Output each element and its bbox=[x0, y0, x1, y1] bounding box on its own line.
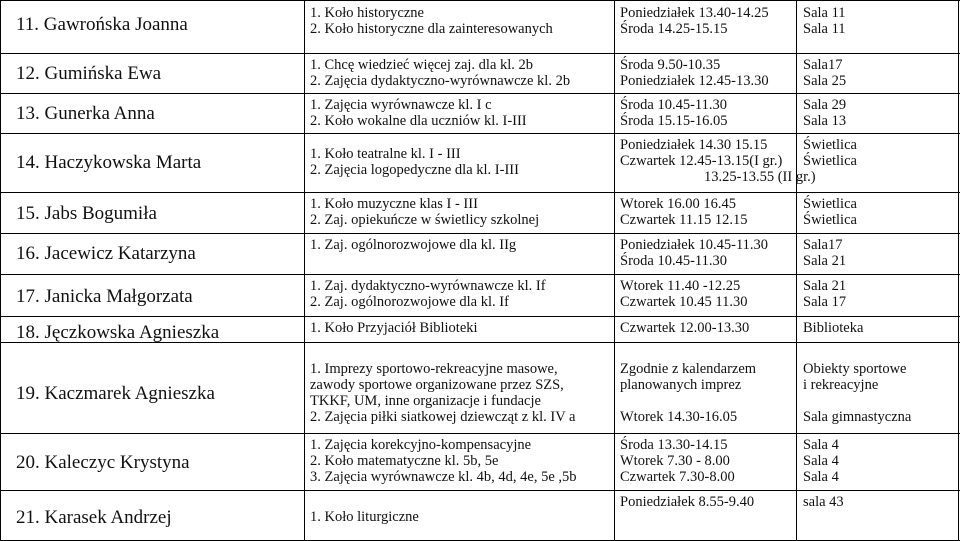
rooms-cell bbox=[803, 237, 846, 269]
teacher-name: 20. Kaleczyc Krystyna bbox=[16, 452, 190, 473]
activity-line: 1. Imprezy sportowo-rekreacyjne masowe, bbox=[310, 361, 558, 377]
row-divider bbox=[0, 93, 960, 94]
column-divider bbox=[958, 0, 959, 541]
rooms-cell bbox=[803, 97, 846, 129]
activity-line: 1. Koło muzyczne klas I - III bbox=[310, 196, 478, 212]
teacher-name: 16. Jacewicz Katarzyna bbox=[16, 243, 196, 264]
times-cell bbox=[620, 97, 728, 129]
times-cell bbox=[620, 196, 748, 228]
time-line: Wtorek 14.30-16.05 bbox=[620, 409, 738, 425]
activity-line: 1. Koło historyczne bbox=[310, 5, 424, 21]
activities-cell bbox=[310, 196, 539, 228]
activity-line: 1. Zajęcia wyrównawcze kl. I c bbox=[310, 97, 492, 113]
activity-line: 1. Zajęcia korekcyjno-kompensacyjne bbox=[310, 437, 532, 453]
row-divider bbox=[0, 274, 960, 275]
room-line: Sala 29 bbox=[803, 97, 847, 113]
time-line: Środa 9.50-10.35 bbox=[620, 57, 721, 73]
activity-line: 3. Zajęcia wyrównawcze kl. 4b, 4d, 4e, 5e ,5b bbox=[310, 469, 577, 485]
rooms-cell bbox=[803, 57, 846, 89]
activities-cell bbox=[310, 57, 570, 89]
times-cell bbox=[620, 494, 754, 510]
activity-line: 2. Koło historyczne dla zainteresowanych bbox=[310, 21, 553, 37]
column-divider bbox=[614, 0, 615, 541]
activities-cell bbox=[310, 361, 575, 425]
time-line: Wtorek 11.40 -12.25 bbox=[620, 278, 741, 294]
times-cell bbox=[620, 278, 748, 310]
time-line: Środa 10.45-11.30 bbox=[620, 97, 727, 113]
room-line: Sala 25 bbox=[803, 73, 847, 89]
room-line: Biblioteka bbox=[803, 320, 864, 336]
teacher-name: 21. Karasek Andrzej bbox=[16, 507, 172, 528]
time-line: Poniedziałek 12.45-13.30 bbox=[620, 73, 769, 89]
room-line: Świetlica bbox=[803, 153, 857, 169]
room-line: Sala gimnastyczna bbox=[803, 409, 912, 425]
activity-line: 1. Zaj. dydaktyczno-wyrównawcze kl. If bbox=[310, 278, 546, 294]
teacher-name: 15. Jabs Bogumiła bbox=[16, 203, 157, 224]
times-cell bbox=[620, 361, 756, 425]
activity-line: 2. Zajęcia logopedyczne dla kl. I-III bbox=[310, 162, 519, 178]
room-line: i rekreacyjne bbox=[803, 377, 879, 393]
time-line: Wtorek 7.30 - 8.00 bbox=[620, 453, 730, 469]
room-line: Sala 17 bbox=[803, 294, 847, 310]
column-divider bbox=[796, 0, 797, 541]
room-line: Sala 11 bbox=[803, 21, 846, 37]
room-line: Sala 11 bbox=[803, 5, 846, 21]
times-cell bbox=[620, 437, 735, 485]
time-line: Zgodnie z kalendarzem bbox=[620, 361, 757, 377]
time-line: Czwartek 10.45 11.30 bbox=[620, 294, 748, 310]
rooms-cell bbox=[803, 278, 846, 310]
room-line: Sala17 bbox=[803, 237, 843, 253]
teacher-name: 13. Gunerka Anna bbox=[16, 103, 155, 124]
row-divider bbox=[0, 316, 960, 317]
time-line: Poniedziałek 8.55-9.40 bbox=[620, 494, 755, 510]
activities-cell bbox=[310, 437, 577, 485]
time-line: Czwartek 7.30-8.00 bbox=[620, 469, 735, 485]
time-line: Poniedziałek 10.45-11.30 bbox=[620, 237, 769, 253]
rooms-cell bbox=[803, 137, 857, 169]
row-divider bbox=[0, 0, 960, 1]
rooms-cell bbox=[803, 494, 844, 510]
room-line: Świetlica bbox=[803, 196, 857, 212]
room-line: Sala 4 bbox=[803, 469, 839, 485]
time-line: planowanych imprez bbox=[620, 377, 742, 393]
time-line: Środa 10.45-11.30 bbox=[620, 253, 727, 269]
row-divider bbox=[0, 433, 960, 434]
activity-line: 2. Zaj. ogólnorozwojowe dla kl. If bbox=[310, 294, 509, 310]
rooms-cell bbox=[803, 320, 863, 336]
room-line: sala 43 bbox=[803, 494, 844, 510]
room-line: Świetlica bbox=[803, 212, 857, 228]
time-line bbox=[620, 393, 756, 409]
time-line: Czwartek 12.00-13.30 bbox=[620, 320, 750, 336]
row-divider bbox=[0, 192, 960, 193]
time-line: Środa 14.25-15.15 bbox=[620, 21, 728, 37]
activity-line: 2. Zajęcia piłki siatkowej dziewcząt z kl. IV a bbox=[310, 409, 576, 425]
activity-line: 2. Zajęcia dydaktyczno-wyrównawcze kl. 2b bbox=[310, 73, 571, 89]
room-line: Obiekty sportowe bbox=[803, 361, 907, 377]
room-line: Świetlica bbox=[803, 137, 857, 153]
activities-cell bbox=[310, 509, 419, 525]
activity-line: 2. Zaj. opiekuńcze w świetlicy szkolnej bbox=[310, 212, 540, 228]
time-line: 13.25-13.55 (II gr.) bbox=[704, 169, 816, 185]
time-line: Środa 13.30-14.15 bbox=[620, 437, 728, 453]
activities-cell bbox=[310, 320, 478, 336]
row-divider bbox=[0, 53, 960, 54]
activities-cell bbox=[310, 278, 546, 310]
time-line: Czwartek 11.15 12.15 bbox=[620, 212, 748, 228]
times-cell bbox=[620, 57, 769, 89]
time-line: Poniedziałek 14.30 15.15 bbox=[620, 137, 768, 153]
rooms-cell bbox=[803, 361, 911, 425]
rooms-cell bbox=[803, 5, 846, 37]
row-divider bbox=[0, 233, 960, 234]
row-divider bbox=[0, 133, 960, 134]
room-line: Sala 21 bbox=[803, 278, 847, 294]
column-divider bbox=[0, 0, 1, 541]
activity-line: 1. Zaj. ogólnorozwojowe dla kl. IIg bbox=[310, 237, 517, 253]
activities-cell bbox=[310, 146, 519, 178]
teacher-name: 18. Jęczkowska Agnieszka bbox=[16, 322, 220, 343]
room-line: Sala 4 bbox=[803, 437, 839, 453]
activities-cell bbox=[310, 97, 527, 129]
teacher-name: 12. Gumińska Ewa bbox=[16, 63, 162, 84]
activities-cell bbox=[310, 5, 553, 37]
activity-line: 1. Koło Przyjaciół Biblioteki bbox=[310, 320, 478, 336]
room-line: Sala 21 bbox=[803, 253, 847, 269]
activity-line: 2. Koło wokalne dla uczniów kl. I-III bbox=[310, 113, 527, 129]
room-line: Sala 13 bbox=[803, 113, 847, 129]
teacher-name: 17. Janicka Małgorzata bbox=[16, 286, 193, 307]
teacher-name: 14. Haczykowska Marta bbox=[16, 152, 202, 173]
room-line: Sala 4 bbox=[803, 453, 839, 469]
times-cell bbox=[620, 5, 769, 37]
room-line: Sala17 bbox=[803, 57, 843, 73]
rooms-cell bbox=[803, 196, 857, 228]
activities-cell bbox=[310, 237, 516, 253]
activity-line: TKKF, UM, inne organizacje i fundacje bbox=[310, 393, 541, 409]
times-cell bbox=[620, 137, 816, 185]
room-line bbox=[803, 393, 911, 409]
activity-line: 1. Chcę wiedzieć więcej zaj. dla kl. 2b bbox=[310, 57, 534, 73]
rooms-cell bbox=[803, 437, 839, 485]
time-line: Czwartek 12.45-13.15(I gr.) bbox=[620, 153, 783, 169]
column-divider bbox=[304, 0, 305, 541]
activity-line: 1. Koło teatralne kl. I - III bbox=[310, 146, 461, 162]
time-line: Środa 15.15-16.05 bbox=[620, 113, 728, 129]
teacher-name: 11. Gawrońska Joanna bbox=[16, 14, 188, 35]
time-line: Wtorek 16.00 16.45 bbox=[620, 196, 736, 212]
activity-line: zawody sportowe organizowane przez SZS, bbox=[310, 377, 564, 393]
activity-line: 1. Koło liturgiczne bbox=[310, 509, 419, 525]
row-divider bbox=[0, 490, 960, 491]
teacher-name: 19. Kaczmarek Agnieszka bbox=[16, 383, 215, 404]
times-cell bbox=[620, 237, 768, 269]
times-cell bbox=[620, 320, 749, 336]
time-line: Poniedziałek 13.40-14.25 bbox=[620, 5, 769, 21]
activity-line: 2. Koło matematyczne kl. 5b, 5e bbox=[310, 453, 499, 469]
